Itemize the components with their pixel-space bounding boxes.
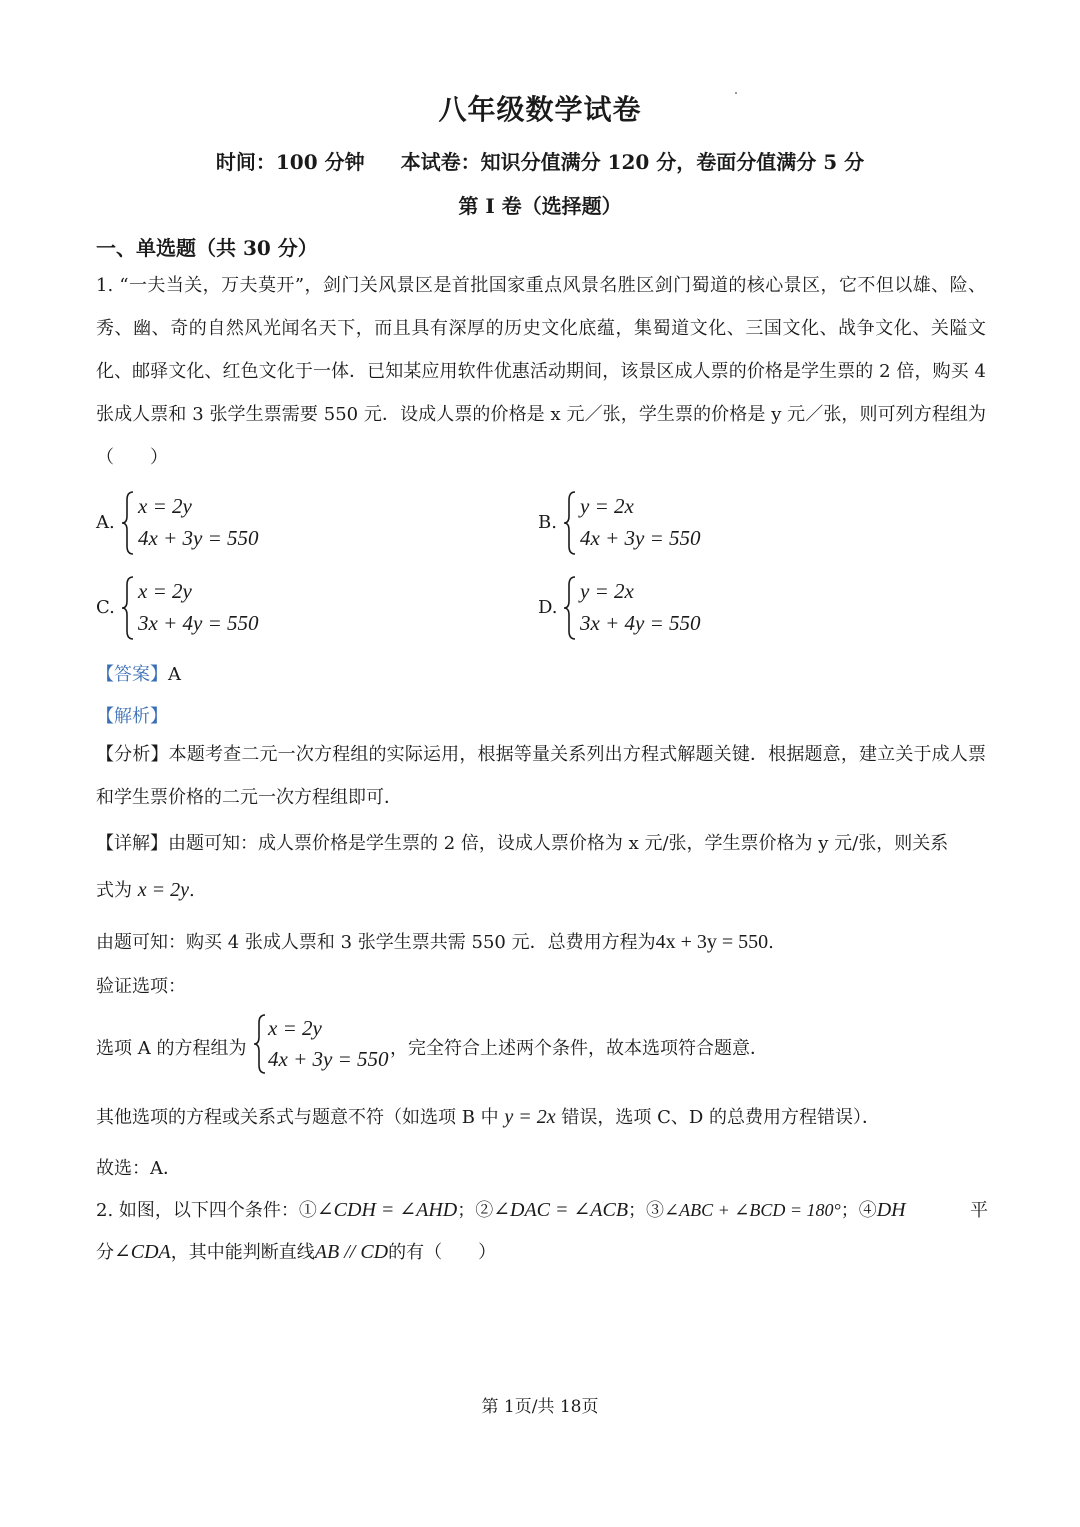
text: ，其中能判断直线	[170, 1242, 315, 1263]
equation: y = 2x	[580, 494, 634, 518]
detail-text: 由题可知：成人票价格是学生票的 2 倍，设成人票价格为 x 元/张，学生票价格为 y 元/张，则关系	[168, 833, 949, 854]
question-2-line-2	[96, 1238, 496, 1264]
equation: 4x + 3y = 550	[138, 526, 259, 550]
brace-icon	[120, 490, 136, 556]
others-line	[96, 1103, 880, 1129]
time-info: 时间：100 分钟	[215, 150, 365, 174]
text: 2. 如图，以下四个条件：①	[96, 1200, 317, 1221]
option-label: B.	[538, 512, 557, 533]
page-footer: 第 1页/共 18页	[481, 1397, 599, 1417]
brace-icon	[120, 575, 136, 641]
option-a-system	[268, 1013, 388, 1075]
option-label: A.	[96, 512, 115, 533]
option-system	[580, 490, 700, 554]
detail-tag: 【详解】	[96, 833, 168, 854]
condition-2: ∠DAC = ∠ACB	[493, 1199, 629, 1221]
condition-4: DH	[876, 1199, 906, 1221]
text: 由题可知：购买 4 张成人票和 3 张学生票共需 550 元．总费用方程为	[96, 932, 656, 953]
equation: x = 2y	[137, 879, 189, 901]
text: ；④	[840, 1200, 877, 1221]
fenxi-tag: 【分析】	[96, 744, 169, 765]
option-system	[138, 575, 258, 639]
text: 式为	[96, 880, 132, 901]
detail-line-2	[96, 876, 195, 902]
fenxi-text: 本题考查二元一次方程组的实际运用，根据等量关系列出方程式解题关键．根据题意，建立关于成人票和学生票价格的二元一次方程组即可．	[96, 744, 987, 808]
option-system	[580, 575, 700, 639]
condition-1: ∠CDH = ∠AHD	[316, 1199, 458, 1221]
detail-line-1	[96, 829, 948, 855]
volume-heading: 第 I 卷（选择题）	[458, 194, 622, 218]
text: .	[188, 880, 195, 901]
text: 的有（ ）	[388, 1242, 497, 1263]
answer-tag: 【答案】	[96, 664, 168, 685]
answer-value: A	[168, 664, 181, 685]
fenxi-paragraph	[96, 733, 986, 819]
text: 选项 A 的方程组为	[96, 1038, 247, 1059]
text: ；③	[628, 1200, 665, 1221]
condition-3: ∠ABC + ∠BCD = 180°	[664, 1200, 841, 1220]
option-label: C.	[96, 597, 115, 618]
text: 错误，选项 C、D 的总费用方程错误）．	[561, 1107, 881, 1128]
choose-line: 故选：A．	[96, 1158, 181, 1179]
equation: y = 2x	[504, 1106, 556, 1128]
verify-heading: 验证选项：	[96, 976, 186, 997]
equation: x = 2y	[138, 494, 192, 518]
equation: 3x + 4y = 550	[138, 611, 259, 635]
question-2-line-1	[96, 1196, 986, 1222]
text: ，完全符合上述两个条件，故本选项符合题意．	[390, 1038, 768, 1059]
equation: 4x + 3y = 550	[655, 931, 769, 953]
page-title: 八年级数学试卷	[438, 93, 642, 126]
text: .	[768, 932, 774, 953]
analysis-tag: 【解析】	[96, 706, 168, 727]
equation: 4x + 3y = 550	[268, 1047, 389, 1071]
equation: x = 2y	[268, 1016, 322, 1040]
brace-icon	[562, 575, 578, 641]
text: 平	[970, 1200, 988, 1221]
equation: x = 2y	[138, 579, 192, 603]
score-info: 本试卷：知识分值满分 120 分，卷面分值满分 5 分	[400, 150, 865, 174]
exam-info	[0, 146, 1080, 175]
text: ；②	[457, 1200, 494, 1221]
parallel-lines: AB // CD	[314, 1241, 389, 1263]
option-system	[138, 490, 258, 554]
section-heading: 一、单选题（共 30 分）	[96, 236, 318, 260]
text: 其他选项的方程或关系式与题意不符（如选项 B 中	[96, 1107, 499, 1128]
equation: 3x + 4y = 550	[580, 611, 701, 635]
equation: y = 2x	[580, 579, 634, 603]
brace-icon	[562, 490, 578, 556]
text: 分	[96, 1242, 114, 1263]
brace-icon	[252, 1013, 268, 1075]
equation: 4x + 3y = 550	[580, 526, 701, 550]
question-1-stem: 1. “一夫当关，万夫莫开”，剑门关风景区是首批国家重点风景名胜区剑门蜀道的核心景区，它不但以雄、险、秀、幽、奇的自然风光闻名天下，而且具有深厚的历史文化底蕴，集蜀道文化、三国文化、战争文化、关隘文化、邮驿文化、红色文化于一体．已知某应用软件优惠活动期间，该景区成人票的价格是学生票的 2 倍，购买 4 张成人票和 3 张学生票需要 550 元．设成人票的价格是 x 元／张，学生票的价格是 y 元／张，则可列方程组为（ ）	[96, 275, 986, 468]
cost-equation-line	[96, 928, 774, 954]
option-a-verify	[96, 1013, 986, 1077]
option-label: D.	[538, 597, 558, 618]
answer-line	[96, 660, 181, 686]
angle-cda: ∠CDA	[114, 1241, 171, 1263]
